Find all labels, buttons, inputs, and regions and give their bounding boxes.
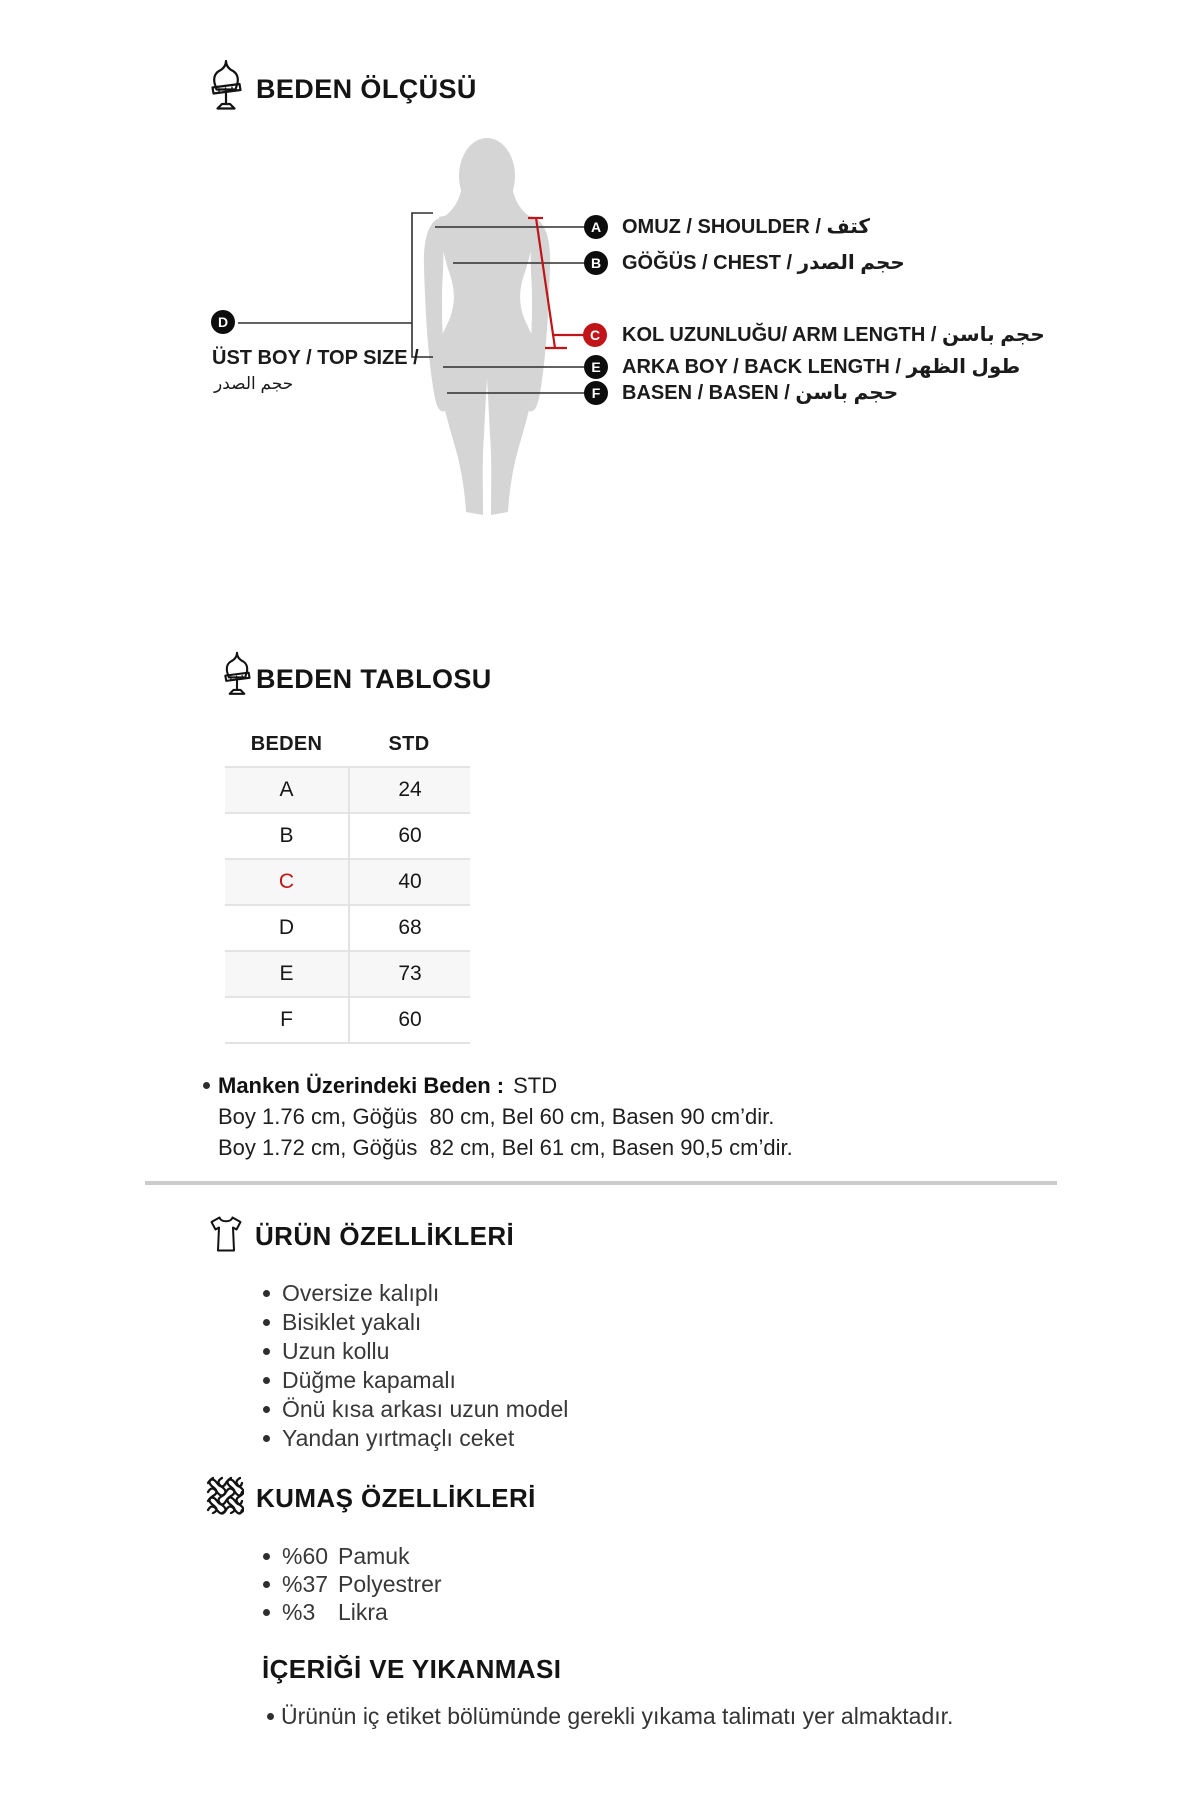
bullet-dot: [263, 1435, 270, 1442]
fabric-percentage: %60: [282, 1543, 329, 1569]
row-key: C: [278, 870, 295, 893]
section-divider: [145, 1181, 1057, 1185]
bullet-dot: [263, 1290, 270, 1297]
list-item: [263, 1366, 568, 1395]
size-table-title: BEDEN TABLOSU: [256, 664, 492, 694]
model-size-label: Manken Üzerindeki Beden :: [218, 1073, 505, 1098]
product-features-title: ÜRÜN ÖZELLİKLERİ: [255, 1221, 515, 1251]
row-key: D: [278, 916, 295, 939]
marker-a-label: OMUZ / SHOULDER / كتف: [622, 216, 871, 238]
marker-d: D: [211, 310, 235, 334]
table-row: [225, 950, 470, 996]
table-row: [225, 812, 470, 858]
care-title: İÇERİĞİ VE YIKANMASI: [262, 1654, 562, 1684]
model-size-value: STD: [513, 1073, 558, 1098]
dress-form-icon: [204, 58, 248, 112]
row-key: B: [279, 824, 294, 847]
list-item: [263, 1395, 568, 1424]
marker-b: B: [584, 251, 608, 275]
fabric-percentage: %3: [282, 1599, 316, 1625]
bullet-dot: [267, 1713, 274, 1720]
feature-text: Düğme kapamalı: [282, 1367, 456, 1393]
fabric-icon: [206, 1476, 244, 1516]
marker-f-label: BASEN / BASEN / حجم باسن: [622, 382, 899, 404]
marker-d-label: ÜST BOY / TOP SIZE /: [212, 347, 419, 369]
feature-text: Oversize kalıplı: [282, 1280, 440, 1306]
body-measurement-diagram: [140, 120, 620, 560]
marker-b-label: GÖĞÜS / CHEST / حجم الصدر: [622, 252, 905, 274]
list-item: [263, 1542, 442, 1570]
product-features-list: [263, 1279, 568, 1453]
fabric-features-title: KUMAŞ ÖZELLİKLERİ: [256, 1483, 536, 1513]
row-value: 60: [348, 998, 470, 1042]
table-row: [225, 996, 470, 1044]
list-item: [263, 1337, 568, 1366]
bullet-dot: [263, 1406, 270, 1413]
marker-d-label-arabic: حجم الصدر: [214, 374, 294, 393]
feature-text: Bisiklet yakalı: [282, 1309, 422, 1335]
table-row: [225, 904, 470, 950]
row-value: 24: [348, 768, 470, 812]
row-key: E: [279, 962, 294, 985]
fabric-name: Polyestrer: [338, 1571, 442, 1597]
row-value: 40: [348, 860, 470, 904]
size-table-header: [225, 722, 470, 766]
bullet-dot: [263, 1553, 270, 1560]
body-silhouette: [424, 138, 550, 515]
bullet-dot: [263, 1609, 270, 1616]
list-item: [263, 1308, 568, 1337]
size-table: [225, 722, 470, 1044]
marker-c-label: KOL UZUNLUĞU/ ARM LENGTH / حجم باسن: [622, 324, 1045, 346]
fabric-name: Pamuk: [338, 1543, 410, 1569]
feature-text: Yandan yırtmaçlı ceket: [282, 1425, 515, 1451]
model-measurements-line: Boy 1.72 cm, Göğüs 82 cm, Bel 61 cm, Basen 90,5 cm’dir.: [218, 1135, 793, 1160]
fabric-percentage: %37: [282, 1571, 329, 1597]
column-header-beden: BEDEN: [250, 732, 323, 755]
row-key: A: [279, 778, 294, 801]
model-measurements-line: Boy 1.76 cm, Göğüs 80 cm, Bel 60 cm, Basen 90 cm’dir.: [218, 1104, 775, 1129]
fabric-features-list: [263, 1542, 442, 1626]
marker-e-label: ARKA BOY / BACK LENGTH / طول الظهر: [622, 356, 1021, 378]
marker-f: F: [584, 381, 608, 405]
bullet-dot: [263, 1581, 270, 1588]
model-size-info: [203, 1070, 793, 1163]
size-measure-title: BEDEN ÖLÇÜSÜ: [256, 74, 477, 104]
fabric-name: Likra: [338, 1599, 388, 1625]
list-item: [263, 1570, 442, 1598]
row-value: 73: [348, 952, 470, 996]
bullet-dot: [203, 1082, 210, 1089]
care-text: Ürünün iç etiket bölümünde gerekli yıkama talimatı yer almaktadır.: [281, 1703, 954, 1729]
feature-text: Önü kısa arkası uzun model: [282, 1396, 569, 1422]
marker-a: A: [584, 215, 608, 239]
row-value: 68: [348, 906, 470, 950]
marker-c: C: [583, 323, 607, 347]
bullet-dot: [263, 1319, 270, 1326]
bullet-dot: [263, 1377, 270, 1384]
care-instruction: [267, 1700, 981, 1733]
feature-text: Uzun kollu: [282, 1338, 390, 1364]
tshirt-icon: [206, 1213, 246, 1255]
bullet-dot: [263, 1348, 270, 1355]
marker-e: E: [584, 355, 608, 379]
column-header-std: STD: [388, 732, 430, 755]
list-item: [263, 1279, 568, 1308]
row-value: 60: [348, 814, 470, 858]
table-row: [225, 766, 470, 812]
dress-form-icon: [218, 650, 256, 697]
list-item: [263, 1424, 568, 1453]
list-item: [263, 1598, 442, 1626]
table-row: [225, 858, 470, 904]
row-key: F: [280, 1008, 293, 1031]
